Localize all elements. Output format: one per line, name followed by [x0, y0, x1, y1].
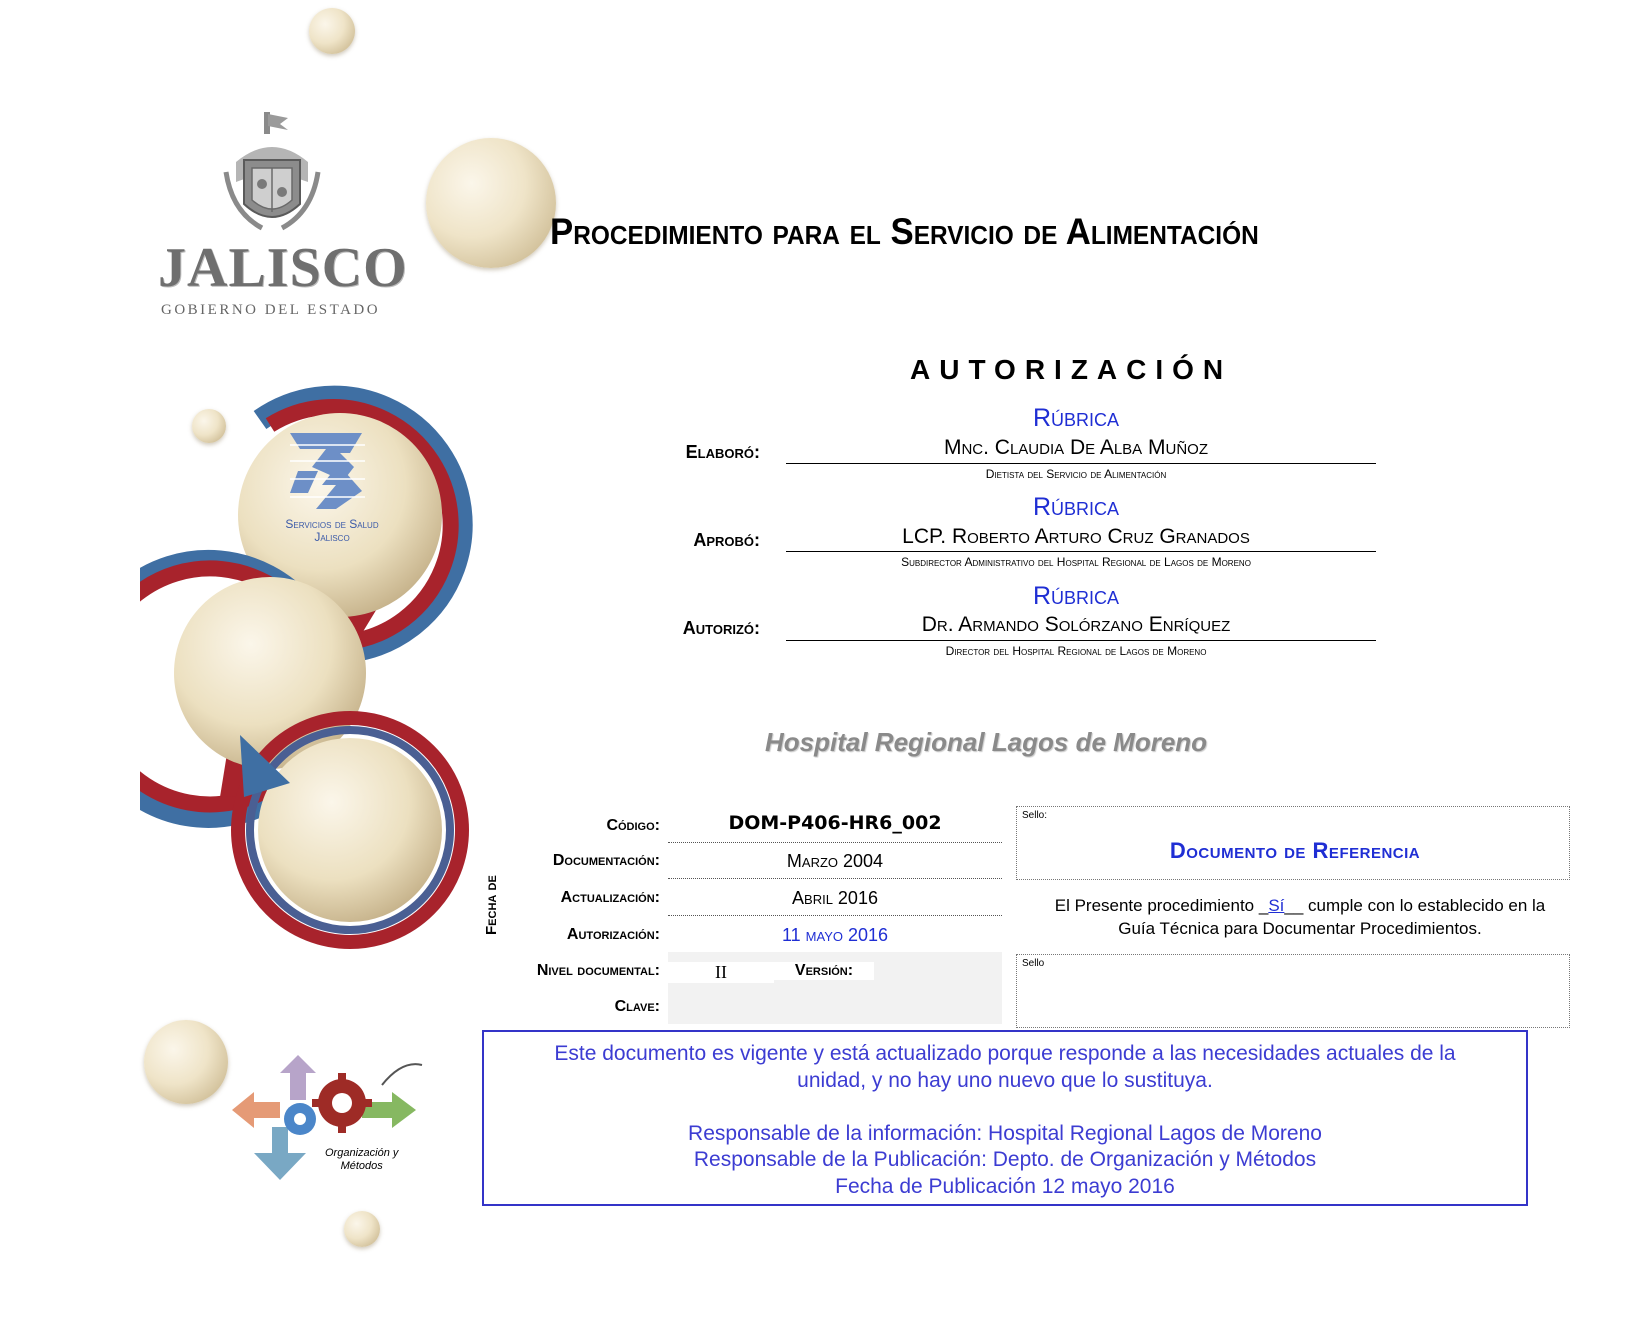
role-label-elaboro: Elaboró: [685, 442, 760, 462]
notice-spacer [484, 1094, 1526, 1121]
nivel-documental-value: II [668, 962, 774, 983]
cumple-pre: El Presente procedimiento [1054, 896, 1255, 915]
rubrica-label: Rúbrica [1032, 582, 1120, 610]
row-divider [668, 915, 1002, 916]
signature-line [786, 463, 1376, 464]
cumple-blank-right: __ [1284, 896, 1304, 915]
autorizacion-label: Autorización: [566, 926, 660, 943]
gobierno-subtitle: GOBIERNO DEL ESTADO [161, 302, 381, 318]
page-title: Procedimiento para el Servicio de Alimentación [550, 211, 1259, 252]
cumple-post: cumple con lo establecido en la [1308, 896, 1546, 915]
ss-logo-line2: Jalisco [314, 530, 350, 544]
signature-line [786, 551, 1376, 552]
row-divider [668, 878, 1002, 879]
actualizacion-value: Abril 2016 [792, 888, 878, 908]
documentacion-value: Marzo 2004 [786, 851, 884, 871]
fecha-de-label: Fecha de [483, 875, 500, 935]
hospital-name: Hospital Regional Lagos de Moreno [765, 727, 1208, 757]
signer-name: LCP. Roberto Arturo Cruz Granados [902, 525, 1250, 548]
decor-bubble [426, 138, 556, 268]
cumple-blank-left: _ [1258, 896, 1269, 915]
autorizacion-heading: AUTORIZACIÓN [910, 354, 1233, 385]
notice-line: unidad, y no hay uno nuevo que lo sustituya. [797, 1068, 1213, 1092]
sello-label: Sello [1022, 958, 1045, 969]
role-label-aprobo: Aprobó: [693, 530, 760, 550]
decorative-circles-icon [140, 385, 500, 985]
signer-position: Subdirector Administrativo del Hospital Regional de Lagos de Moreno [901, 555, 1251, 569]
notice-line: Responsable de la Publicación: Depto. de Organización y Métodos [693, 1148, 1317, 1171]
signer-name: Mnc. Claudia De Alba Muñoz [943, 436, 1209, 459]
signer-position: Director del Hospital Regional de Lagos de Moreno [945, 644, 1207, 658]
vigencia-notice [482, 1030, 1528, 1206]
decor-bubble [344, 1211, 380, 1247]
si-value: Sí [1268, 896, 1285, 915]
cumple-line2: Guía Técnica para Documentar Procedimientos. [1118, 919, 1482, 938]
ss-logo-line1: Servicios de Salud [285, 517, 379, 531]
signature-line [786, 640, 1376, 641]
sello-label: Sello: [1022, 810, 1048, 821]
notice-line: Este documento es vigente y está actualizado porque responde a las necesidades actuales de la [554, 1042, 1456, 1065]
role-label-autorizo: Autorizó: [682, 618, 760, 638]
actualizacion-label: Actualización: [560, 889, 660, 906]
notice-line: Fecha de Publicación 12 mayo 2016 [835, 1174, 1175, 1198]
signer-name: Dr. Armando Solórzano Enríquez [921, 613, 1231, 636]
codigo-value: DOM-P406-HR6_002 [728, 812, 942, 834]
version-label: Versión: [774, 962, 874, 980]
jalisco-crest-icon [222, 112, 322, 236]
autorizacion-value: 11 mayo 2016 [781, 925, 889, 945]
clave-label: Clave: [614, 998, 660, 1015]
documentacion-label: Documentación: [552, 852, 660, 869]
om-logo-text [325, 1147, 398, 1173]
documento-referencia-title: Documento de Referencia [1169, 838, 1421, 863]
signer-position: Dietista del Servicio de Alimentación [985, 467, 1167, 481]
codigo-label: Código: [606, 817, 660, 834]
sello-box [1016, 954, 1570, 1028]
decor-bubble [309, 8, 355, 54]
row-divider [668, 842, 1002, 843]
om-line2: Métodos [340, 1160, 383, 1172]
rubrica-label: Rúbrica [1032, 404, 1120, 432]
decor-bubble [144, 1020, 228, 1104]
cumple-statement [1010, 894, 1590, 940]
rubrica-label: Rúbrica [1032, 493, 1120, 521]
nivel-documental-label: Nivel documental: [536, 962, 660, 979]
notice-line: Responsable de la información: Hospital Regional Lagos de Moreno [688, 1121, 1322, 1145]
jalisco-logo-text: JALISCO [158, 237, 408, 299]
om-line1: Organización y [325, 1147, 399, 1159]
